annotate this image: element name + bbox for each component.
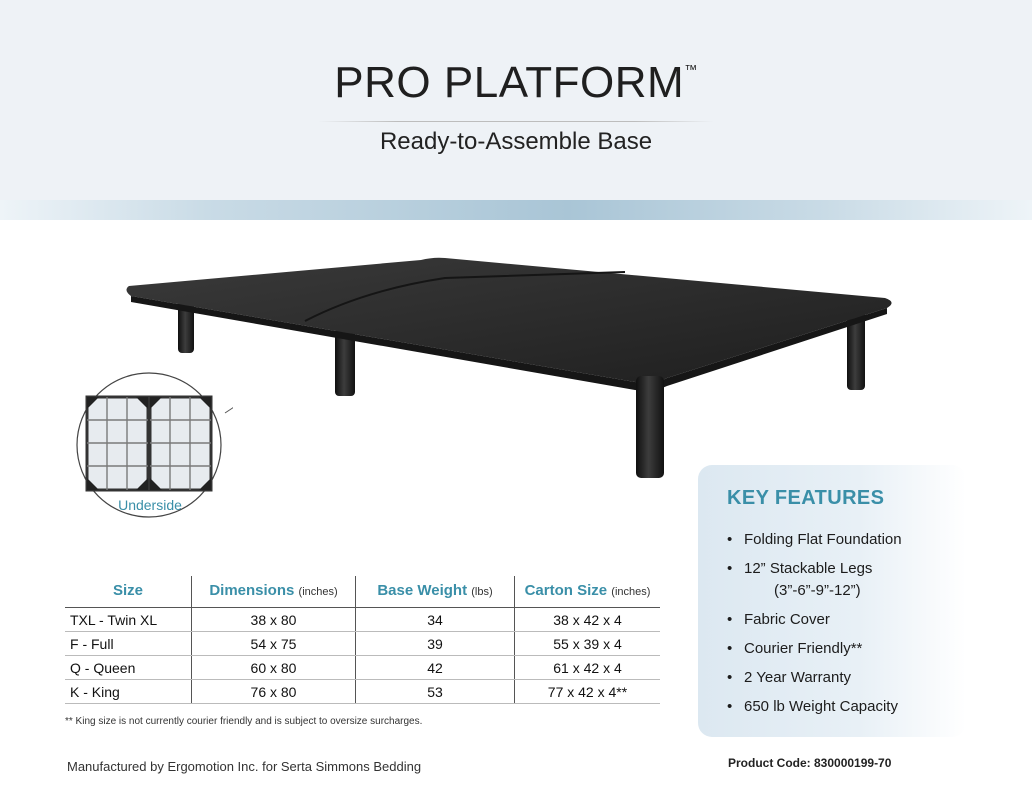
cell-dimensions: 76 x 80 <box>192 680 356 704</box>
key-features-title: KEY FEATURES <box>727 487 885 509</box>
feature-item: • Folding Flat Foundation <box>727 529 902 551</box>
feature-item: • Fabric Cover <box>727 609 902 631</box>
column-header-base-weight: Base Weight (lbs) <box>356 576 515 608</box>
page-subtitle: Ready-to-Assemble Base <box>379 128 653 155</box>
feature-item: • 2 Year Warranty <box>727 667 902 689</box>
key-features-panel <box>698 465 966 737</box>
table-row <box>65 632 660 656</box>
cell-size: TXL - Twin XL <box>65 608 192 632</box>
column-header-carton-size: Carton Size (inches) <box>515 576 661 608</box>
underside-frame-icon <box>87 397 211 490</box>
table-footnote: ** King size is not currently courier friendly and is subject to oversize surcharges. <box>65 716 423 727</box>
cell-dimensions: 54 x 75 <box>192 632 356 656</box>
callout-pointer-line <box>225 365 233 413</box>
trademark-symbol: ™ <box>684 62 698 77</box>
feature-list <box>727 529 902 725</box>
column-header-size: Size <box>65 576 192 608</box>
header-gradient-band <box>0 200 1032 220</box>
column-header-dimensions: Dimensions (inches) <box>192 576 356 608</box>
cell-carton-size: 55 x 39 x 4 <box>515 632 661 656</box>
cell-carton-size: 38 x 42 x 4 <box>515 608 661 632</box>
cell-dimensions: 38 x 80 <box>192 608 356 632</box>
feature-item: • Courier Friendly** <box>727 638 902 660</box>
cell-size: Q - Queen <box>65 656 192 680</box>
page-title-text: PRO PLATFORM <box>334 58 685 107</box>
table-row <box>65 656 660 680</box>
feature-item: • 650 lb Weight Capacity <box>727 696 902 718</box>
cell-base-weight: 34 <box>356 608 515 632</box>
feature-item-continuation: (3”-6”-9”-12”) <box>774 582 861 599</box>
cell-carton-size: 77 x 42 x 4** <box>515 680 661 704</box>
manufacturer-note: Manufactured by Ergomotion Inc. for Serta Simmons Bedding <box>67 759 422 774</box>
underside-label: Underside <box>118 497 182 513</box>
table-row <box>65 680 660 704</box>
cell-base-weight: 42 <box>356 656 515 680</box>
cell-base-weight: 53 <box>356 680 515 704</box>
table-row <box>65 608 660 632</box>
cell-base-weight: 39 <box>356 632 515 656</box>
page-title <box>0 58 1032 108</box>
cell-size: F - Full <box>65 632 192 656</box>
platform-base-image <box>115 250 915 490</box>
cell-carton-size: 61 x 42 x 4 <box>515 656 661 680</box>
size-spec-table <box>65 576 660 704</box>
table-header-row <box>65 576 660 608</box>
product-code: Product Code: 830000199-70 <box>728 756 892 770</box>
cell-dimensions: 60 x 80 <box>192 656 356 680</box>
cell-size: K - King <box>65 680 192 704</box>
feature-item: • 12” Stackable Legs (3”-6”-9”-12”) <box>727 558 902 602</box>
title-divider <box>318 121 714 122</box>
leg-front-middle <box>636 376 664 478</box>
